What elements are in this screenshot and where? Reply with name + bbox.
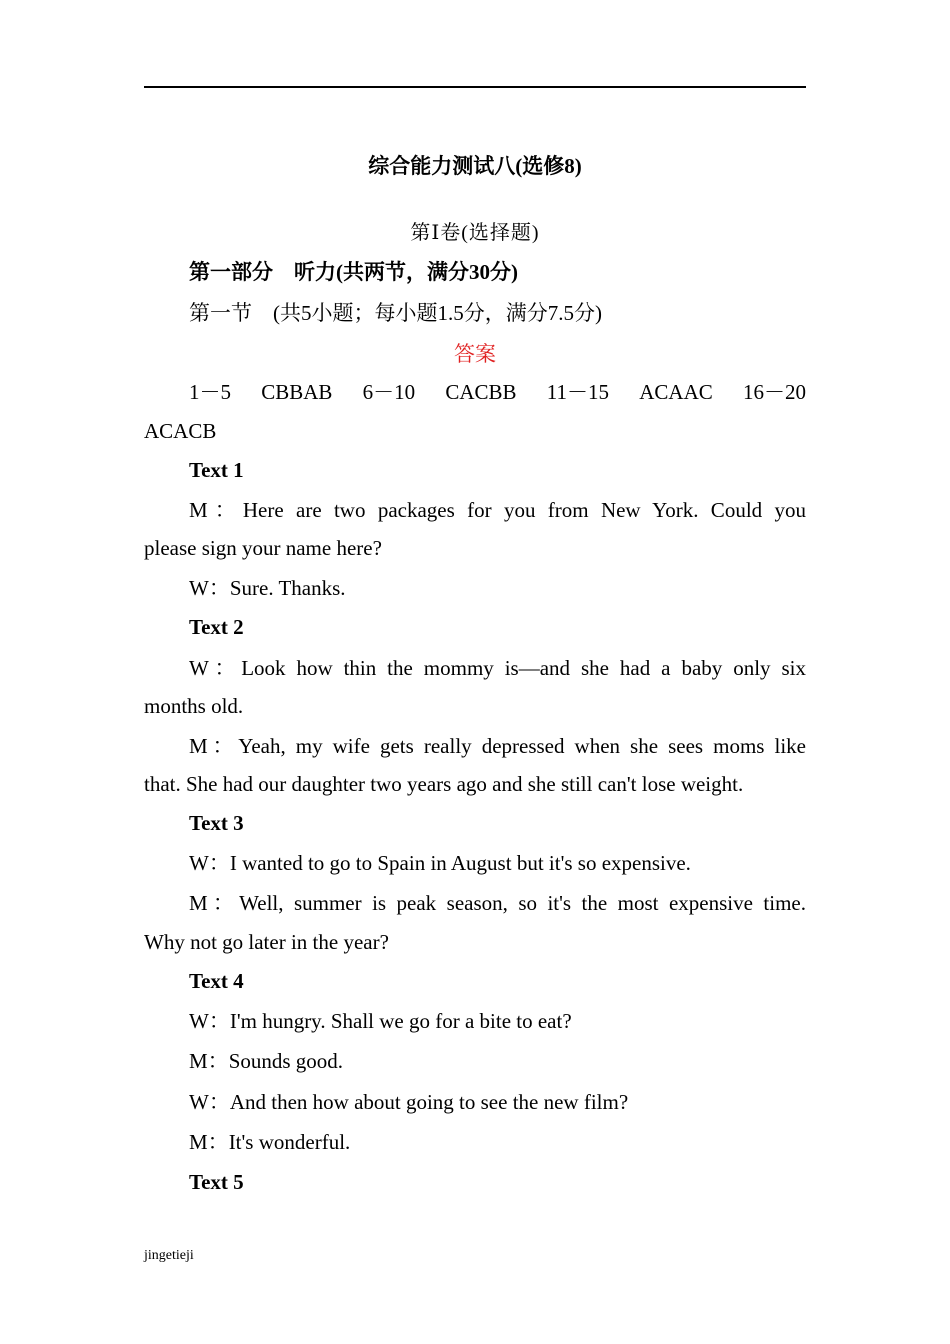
dialogue-text: Sure. Thanks. xyxy=(229,576,346,600)
answer-range-4: 16－20 xyxy=(742,380,806,404)
volume-heading: 第Ⅰ卷(选择题) xyxy=(410,222,540,244)
speaker-label: M： xyxy=(189,734,239,758)
document-title: 综合能力测试八(选修8) xyxy=(368,154,582,178)
dialogue-text: Sounds good. xyxy=(228,1049,344,1073)
dialogue-text: I'm hungry. Shall we go for a bite to eat? xyxy=(229,1009,572,1033)
text-heading: Text 5 xyxy=(189,1170,244,1194)
speaker-label: M： xyxy=(189,1049,229,1073)
speaker-label: W： xyxy=(189,656,242,680)
text-heading: Text 1 xyxy=(189,458,244,482)
dialogue-line xyxy=(144,732,806,760)
dialogue-continuation: months old. xyxy=(144,694,244,718)
speaker-label: M： xyxy=(189,891,240,915)
dialogue-continuation: that. She had our daughter two years ago and she still can't lose weight. xyxy=(144,772,744,796)
header-rule xyxy=(144,86,806,88)
speaker-label: W： xyxy=(189,1009,230,1033)
dialogue-text: Look how thin the mommy is—and she had a baby only six xyxy=(241,656,806,680)
answer-key-line xyxy=(144,378,806,406)
dialogue-continuation: Why not go later in the year? xyxy=(144,930,389,954)
speaker-label: M： xyxy=(189,1130,229,1154)
dialogue-text: It's wonderful. xyxy=(228,1130,351,1154)
dialogue-line xyxy=(144,1128,806,1156)
page-footer: jingetieji xyxy=(144,1248,194,1263)
text-heading: Text 2 xyxy=(189,615,244,639)
answer-set-1: CBBAB xyxy=(261,380,333,404)
answer-range-1: 1－5 xyxy=(189,380,231,404)
dialogue-line xyxy=(144,1047,806,1075)
dialogue-line xyxy=(144,654,806,682)
part-heading: 第一部分 听力(共两节，满分30分) xyxy=(189,260,518,284)
dialogue-line xyxy=(144,1088,806,1116)
answer-set-2: CACBB xyxy=(445,380,517,404)
speaker-label: W： xyxy=(189,851,230,875)
answer-label: 答案 xyxy=(454,342,496,366)
dialogue-line xyxy=(144,1007,806,1035)
dialogue-continuation: please sign your name here? xyxy=(144,536,382,560)
dialogue-line xyxy=(144,889,806,917)
speaker-label: M： xyxy=(189,498,243,522)
answer-range-2: 6－10 xyxy=(362,380,416,404)
answer-set-3: ACAAC xyxy=(639,380,713,404)
speaker-label: W： xyxy=(189,1090,230,1114)
dialogue-text: Well, summer is peak season, so it's the most expensive time. xyxy=(239,891,806,915)
dialogue-text: I wanted to go to Spain in August but it's so expensive. xyxy=(229,851,691,875)
answer-set-4: ACACB xyxy=(144,419,217,443)
dialogue-text: Yeah, my wife gets really depressed when she sees moms like xyxy=(238,734,806,758)
dialogue-text: And then how about going to see the new film? xyxy=(229,1090,629,1114)
dialogue-line xyxy=(144,849,806,877)
text-heading: Text 4 xyxy=(189,969,244,993)
answer-range-3: 11－15 xyxy=(546,380,610,404)
dialogue-line xyxy=(144,574,806,602)
dialogue-text: Here are two packages for you from New York. Could you xyxy=(242,498,806,522)
text-heading: Text 3 xyxy=(189,811,244,835)
section-heading: 第一节 (共5小题；每小题1.5分，满分7.5分) xyxy=(189,301,602,325)
speaker-label: W： xyxy=(189,576,230,600)
dialogue-line xyxy=(144,496,806,524)
